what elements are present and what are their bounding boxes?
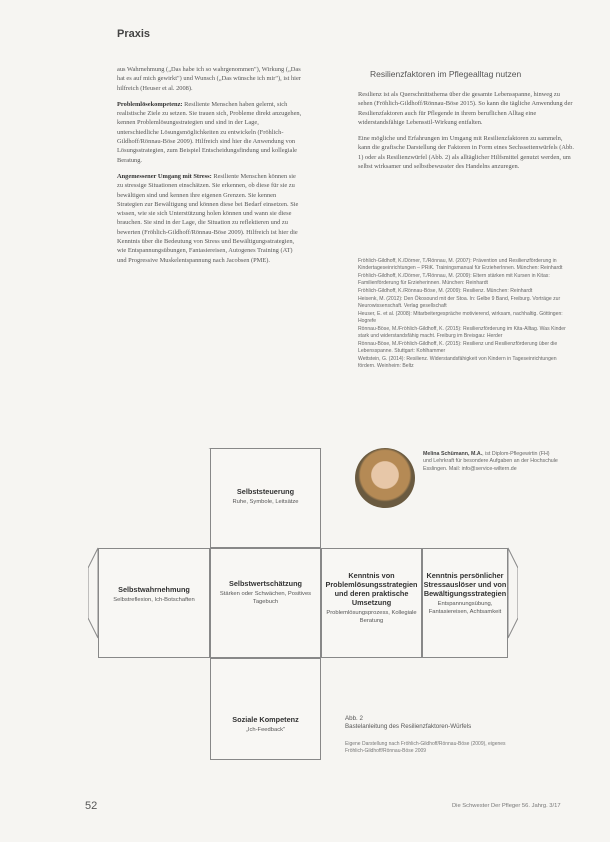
references: [358, 258, 574, 371]
face-problemloesung: Kenntnis von Problemlösungsstrategien und deren praktische Umsetzung Problemlösungsprozess, Kollegiale Beratung: [321, 548, 422, 658]
paragraph: Eine mögliche und Erfahrungen im Umgang mit Resilienzfaktoren zu sammeln, kann die grafische Darstellung der Faktoren in Form eines Sechsseitenwürfels (Abb. 1) oder als Resilienzwürfel (Abb. 2) als alltäglicher Hilfsmittel genutzt werden, um selbst wirksamer und selbstbewusster des Handelns anzuregen.: [358, 135, 574, 171]
face-selbstwertschaetzung: Selbstwertschätzung Stärken oder Schwächen, Positives Tagebuch: [210, 548, 321, 658]
paragraph: aus Wahrnehmung („Das habe ich so wahrgenommen"), Wirkung („Das hat es auf mich gewirkt") und Wunsch („Das wünsche ich mir"), ist hier hilfreich (Heuser et al. 2008).: [117, 66, 301, 92]
reference: Fröhlich-Gildhoff, K./Dörner, T./Rönnau, M. (2009): Eltern stärken mit Kursen in Kitas: Familienförderung für Erzieherinnen. München: Reinhardt: [358, 273, 550, 286]
paragraph: Problemlösekompetenz: Resiliente Menschen haben gelernt, sich realistische Ziele zu setzen. Sie trauen sich, Probleme direkt anzugehen, kennen Problemlösungsstrategien und sind in der Lage, unterschiedliche Lösungsmöglichkeiten zu entwickeln (Fröhlich-Gildhoff/Rönnau-Böse 2009). Hilfreich sind hier die Anwendung von Lösungsstrategien, zum Beispiel Entscheidungsfindung und kollegiale Beratung.: [117, 100, 302, 164]
section-label: Praxis: [117, 28, 151, 40]
face-selbststeuerung: Selbststeuerung Ruhe, Symbole, Leitsätze: [210, 448, 321, 548]
reference: Rönnau-Böse, M./Fröhlich-Gildhoff, K. (2015): Resilienzförderung im Kita-Alltag. Was Kinder stark und widerstandsfähig macht. Freiburg im Breisgau: Herder: [358, 326, 566, 339]
paragraph: Angemessener Umgang mit Stress: Resiliente Menschen können sie zu stressige Situationen einschätzen. Sie erkennen, ob diese für sie zu bewältigen sind und kennen ihre eigenen Grenzen. Sie kennen Strategien zur Bewältigung und können diese bei Bedarf einsetzen. Sie wissen, wie sie sich Unterstützung holen können und wann sie diese brauchen. Sie sind in der Lage, die Situation zu reflektieren und zu bewerten (Fröhlich-Gildhoff/Rönnau-Böse 2009). Hilfreich ist hier die Kenntnis über die Bedeutung von Stress und Bewältigungsstrategien, wie Entspannungsübungen, Fantasiereisen, Autogenes Training (AT) und Progressive Muskelentspannung nach Jacobsen (PME).: [117, 172, 299, 264]
face-selbstwahrnehmung: Selbstwahrnehmung Selbstreflexion, Ich-Botschaften: [98, 548, 210, 658]
figure-source: Eigene Darstellung nach Fröhlich-Gildhoff/Rönnau-Böse (2009), eigenes Fröhlich-Gildhoff/Rönnau-Böse 2009: [345, 741, 506, 754]
reference: Heuser, E. et al. (2008): Mitarbeitergespräche motivierend, wirksam, nachhaltig. Göttingen: Hogrefe: [358, 311, 563, 324]
right-column: [358, 90, 574, 178]
reference: Fröhlich-Gildhoff, K./Dörner, T./Rönnau, M. (2007): Prävention und Resilienzförderung in Kindertageseinrichtungen – PRiK. Trainingsmanual für ErzieherInnen. München: Reinhardt: [358, 258, 563, 271]
left-column: [117, 65, 302, 272]
reference: Rönnau-Böse, M./Fröhlich-Gildhoff, K. (2015): Resilienz und Resilienzförderung über die Lebensspanne. Stuttgart: Kohlhammer: [358, 341, 558, 354]
face-soziale-kompetenz: Soziale Kompetenz „Ich-Feedback": [210, 658, 321, 760]
reference: Wettstein, G. (2014): Resilienz. Widerstandsfähigkeit von Kindern in Tageseinrichtungen fördern. Weinheim: Beltz: [358, 356, 557, 369]
cube-net-figure: [88, 448, 518, 760]
section-heading: Resilienzfaktoren im Pflegealltag nutzen: [370, 69, 522, 79]
author-bio: Melina Schümann, M.A., ist Diplom-Pflegewirtin (FH) und Lehrkraft für besondere Aufgaben an der Hochschule Esslingen. Mail: info@service-wiltern.de: [423, 451, 558, 472]
face-stressausloeser: Kenntnis persönlicher Stressauslöser und von Bewältigungsstrategien Entspannungsübung, Fantasiereisen, Achtsamkeit: [422, 548, 508, 658]
page-footer: Die Schwester Der Pfleger 56. Jahrg. 3/17: [452, 803, 561, 809]
reference: Fröhlich-Gildhoff, K./Rönnau-Böse, M. (2009): Resilienz. München: Reinhardt: [358, 288, 533, 294]
reference: Heisenk, M. (2012): Den Ökosound mit der Stoa. In: Gelbe 9 Band, Freiburg. Vorträge zur Neurowissenschaft. Verlag gesellschaft: [358, 296, 561, 309]
paragraph: Resilienz ist als Querschnittsthema über die gesamte Lebensspanne, hinweg zu sehen (Fröhlich-Gildhoff/Rönnau-Böse 2015). So kann die tägliche Anwendung der Resilienzfaktoren auch für Pflegende in ihrem beruflichen Alltag eine widerstandsfähige Lebensstil-Wirkung entfalten.: [358, 91, 573, 126]
figure-caption: Abb. 2 Bastelanleitung des Resilienzfaktoren-Würfels: [345, 715, 472, 731]
page-number: 52: [85, 800, 98, 812]
